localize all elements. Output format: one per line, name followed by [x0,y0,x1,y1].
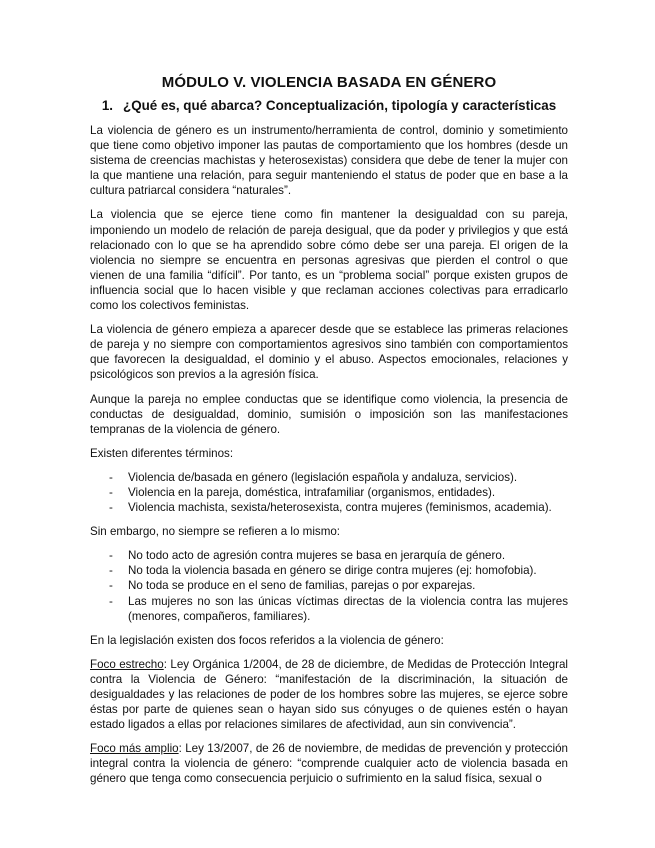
list-item: - Violencia de/basada en género (legislación española y andaluza, servicios). [109,470,518,484]
paragraph-purpose: La violencia que se ejerce tiene como fin mantener la desigualdad con su pareja, imponiendo un modelo de relación de pareja desigual, que da poder y privilegios y que está relacionado con lo que se ha aprendido sobre cómo debe ser una pareja. El origen de la violencia no siempre se encuentra en personas agresivas que pierden el control o que vienen de una familia “difícil”. Por tanto, es un “problema social” porque existen grupos de influencia social que lo hacen visible y que reclaman acciones colectivas para erradicarlo como los colectivos feministas. [90,208,568,313]
bullet-dash: - [109,501,113,515]
module-title: MÓDULO V. VIOLENCIA BASADA EN GÉNERO [161,74,497,91]
bullet-dash: - [109,485,113,499]
bullet-dash: - [109,594,113,608]
bullet-dash: - [109,549,113,563]
paragraph-early-signs: Aunque la pareja no emplee conductas que se identifique como violencia, la presencia de conductas de desigualdad, dominio, sumisión o imposición son las manifestaciones tempranas de la violencia de género. [90,392,568,436]
terms-list [90,470,568,515]
list-item: - Violencia en la pareja, doméstica, intrafamiliar (organismos, entidades). [109,485,496,499]
differences-list [90,548,568,623]
focus-broad-label: Foco más amplio [90,742,179,756]
list-item: - Las mujeres no son las únicas víctimas directas de la violencia contra las mujeres (menores, compañeros, familiares). [109,594,568,623]
bullet-dash: - [109,470,113,484]
bullet-dash: - [109,564,113,578]
legislation-intro: En la legislación existen dos focos referidos a la violencia de género: [90,633,444,647]
bullet-dash: - [109,579,113,593]
list-item: - Violencia machista, sexista/heterosexista, contra mujeres (feminismos, academia). [109,501,552,515]
section-heading [90,98,568,113]
list-item: - No todo acto de agresión contra mujeres se basa en jerarquía de género. [109,549,506,563]
terms-intro: Existen diferentes términos: [90,446,234,460]
paragraph-definition: La violencia de género es un instrumento/herramienta de control, dominio y sometimiento que tiene como objetivo imponer las pautas de comportamiento que los hombres (desde un sistema de creencias machistas y heterosexistas) considera que debe de tener la mujer con la que mantiene una relación, para seguir manteniendo el status de poder que en base a la cultura patriarcal considera “naturales”. [90,124,568,198]
list-item: - No toda se produce en el seno de familias, parejas o por exparejas. [109,579,476,593]
section-number: 1. [101,98,114,113]
focus-narrow-text: : Ley Orgánica 1/2004, de 28 de diciembre, de Medidas de Protección Integral contra la Violencia de Género: “manifestación de la discriminación, la situación de desigualdades y las relaciones de poder de los hombres sobre las mujeres, se ejerce sobre éstas por parte de quienes sean o hayan sido sus cónyuges o de quienes estén o hayan estado ligados a ellas por relaciones similares de afectividad, aun sin convivencia”. [90,657,568,732]
focus-narrow-paragraph [90,657,568,732]
paragraph-onset: La violencia de género empieza a aparecer desde que se establece las primeras relaciones de pareja y no siempre con comportamientos agresivos sino también con comportamientos que favorecen la desigualdad, el dominio y el abuso. Aspectos emocionales, relaciones y psicológicos son previos a la agresión física. [90,323,568,382]
differences-intro: Sin embargo, no siempre se refieren a lo mismo: [90,525,341,539]
section-heading-text: ¿Qué es, qué abarca? Conceptualización, tipología y características [123,98,557,113]
focus-broad-text: : Ley 13/2007, de 26 de noviembre, de medidas de prevención y protección integral contra la violencia de género: “comprende cualquier acto de violencia basada en género que tenga como consecuencia perjuicio o sufrimiento en la salud física, sexual o [90,742,568,786]
focus-broad-paragraph [90,741,568,786]
focus-narrow-label: Foco estrecho [90,657,164,671]
list-item: - No toda la violencia basada en género se dirige contra mujeres (ej: homofobia). [109,564,537,578]
